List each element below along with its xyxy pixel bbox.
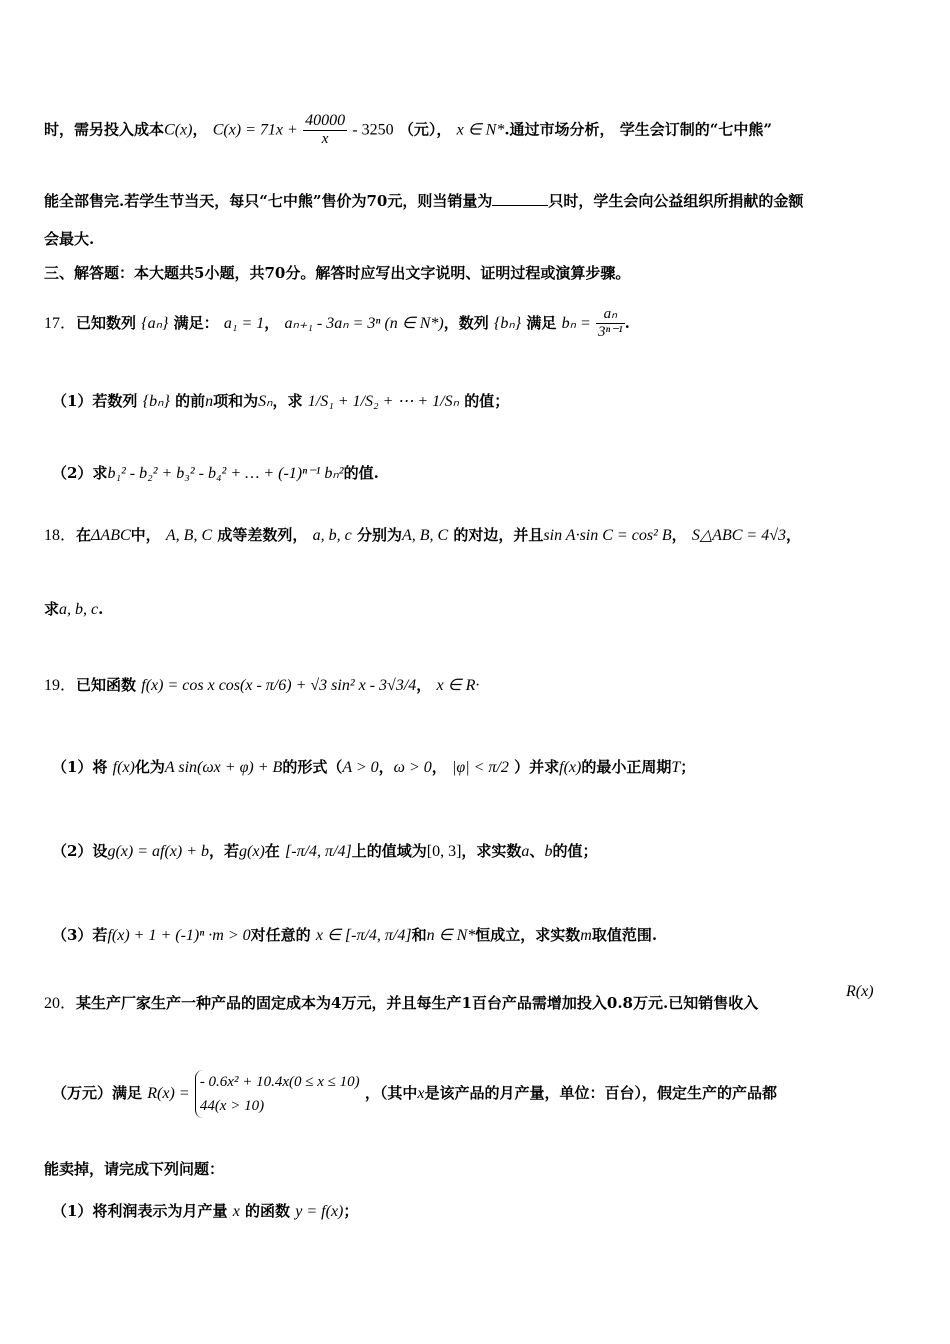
question-20-revenue bbox=[52, 1070, 777, 1118]
triangle: ΔABC bbox=[91, 527, 131, 544]
question-20 bbox=[44, 990, 758, 1013]
question-19 bbox=[44, 672, 479, 695]
piecewise-brace bbox=[195, 1070, 360, 1118]
function-g: g(x) = af(x) + b bbox=[107, 843, 209, 860]
area: S△ABC = 4√3 bbox=[691, 527, 786, 544]
part-label: （1）将 bbox=[52, 758, 108, 776]
n-domain: n ∈ N* bbox=[426, 927, 476, 944]
unit: （元）， bbox=[398, 120, 452, 139]
b-definition-fraction bbox=[596, 306, 625, 342]
question-number: 19． bbox=[44, 677, 77, 694]
text: ，求 bbox=[272, 392, 303, 410]
sequence-b: {bₙ} bbox=[493, 314, 522, 332]
text: 和 bbox=[411, 926, 427, 944]
text: 满足： bbox=[173, 313, 219, 332]
text: ； bbox=[343, 1202, 359, 1220]
revenue-lhs: R(x) = bbox=[147, 1085, 190, 1102]
text: 在 bbox=[264, 842, 280, 860]
question-19-part-1 bbox=[52, 756, 695, 777]
text: 时，需另投入成本 bbox=[44, 120, 165, 139]
partial-sum: Sₙ bbox=[258, 393, 273, 410]
text: 只时，学生会向公益组织所捐献的金额 bbox=[548, 192, 804, 210]
text: 成等差数列， bbox=[217, 526, 308, 544]
part-label: （2）求 bbox=[52, 464, 108, 482]
text: ，若 bbox=[209, 842, 240, 860]
text: ）并求 bbox=[514, 758, 560, 776]
part-label: （3）若 bbox=[52, 926, 108, 944]
text: 满足 bbox=[526, 313, 557, 332]
text: 分别为 bbox=[356, 526, 402, 544]
text: 在 bbox=[76, 526, 92, 544]
question-17-part-1 bbox=[52, 390, 509, 411]
text: 上的值域为 bbox=[351, 842, 427, 860]
fraction-denominator: x bbox=[321, 131, 329, 148]
text: 能全部售完.若学生节当天，每只“七中熊”售价为70元，则当销量为 bbox=[44, 192, 493, 210]
constraint-a: A > 0 bbox=[342, 759, 379, 776]
text: 的最小正周期 bbox=[581, 758, 672, 776]
domain: x ∈ R· bbox=[436, 677, 480, 694]
constraint-phi: |φ| < π/2 bbox=[451, 759, 509, 776]
case-2: 44(x > 10) bbox=[199, 1098, 265, 1114]
sequence-a: {aₙ} bbox=[141, 314, 169, 332]
function: f(x) bbox=[559, 759, 582, 776]
text: 是该产品的月产量，单位：百台），假定生产的产品都 bbox=[424, 1084, 777, 1102]
text: 的值； bbox=[464, 392, 510, 410]
variable-b: b bbox=[544, 843, 553, 860]
variable-x: x bbox=[232, 1203, 240, 1220]
alternating-sum: b₁² - b₂² + b₃² - b₄² + … + (-1)ⁿ⁻¹ bₙ² bbox=[107, 465, 344, 482]
text: 的值. bbox=[343, 464, 379, 482]
question-16-line-2 bbox=[44, 190, 803, 211]
question-19-part-2 bbox=[52, 840, 597, 861]
cost-symbol: C(x) bbox=[164, 121, 193, 139]
domain: x ∈ N* bbox=[456, 121, 505, 139]
revenue-function: R(x) bbox=[846, 983, 874, 1000]
fraction-denominator: 3ⁿ⁻¹ bbox=[598, 324, 623, 341]
question-16-line-3 bbox=[44, 228, 94, 249]
variable-a: a bbox=[521, 843, 530, 860]
text: 的形式（ bbox=[282, 758, 343, 776]
text: 会最大. bbox=[44, 230, 95, 248]
recurrence: aₙ₊₁ - 3aₙ = 3ⁿ (n ∈ N*) bbox=[284, 314, 444, 332]
function-g: g(x) bbox=[239, 843, 265, 860]
period: T bbox=[671, 759, 681, 776]
text: ，求实数 bbox=[461, 842, 522, 860]
constraint-omega: ω > 0 bbox=[393, 759, 432, 776]
text: 能卖掉，请完成下列问题： bbox=[44, 1160, 225, 1178]
angles: A, B, C bbox=[165, 527, 213, 544]
question-20-part-1 bbox=[52, 1200, 358, 1221]
text: 已知数列 bbox=[76, 313, 137, 332]
text: 、 bbox=[529, 842, 545, 860]
variable-m: m bbox=[580, 927, 592, 944]
text: 已知函数 bbox=[76, 676, 137, 694]
question-18-ask bbox=[44, 598, 103, 619]
section-heading: 三、解答题：本大题共5小题，共70分。解答时应写出文字说明、证明过程或演算步骤。 bbox=[44, 264, 631, 282]
function-definition: f(x) = cos x cos(x - π/6) + √3 sin² x - 3√3/4 bbox=[141, 677, 417, 694]
revenue-symbol bbox=[846, 982, 874, 1001]
sides: a, b, c bbox=[59, 601, 99, 618]
function: f(x) bbox=[112, 759, 135, 776]
x-interval: x ∈ [-π/4, π/4] bbox=[315, 927, 412, 944]
question-number: 20． bbox=[44, 995, 77, 1012]
cost-fraction bbox=[303, 112, 347, 149]
text: 恒成立，求实数 bbox=[475, 926, 581, 944]
question-number: 17． bbox=[44, 314, 77, 332]
part-label: （2）设 bbox=[52, 842, 108, 860]
section-title bbox=[44, 262, 630, 283]
text: ； bbox=[680, 758, 696, 776]
part-label: （1）若数列 bbox=[52, 392, 138, 410]
text: 的前 bbox=[175, 392, 206, 410]
text: ， bbox=[671, 526, 687, 544]
text: （万元）满足 bbox=[52, 1084, 143, 1102]
text: ， bbox=[431, 758, 447, 776]
cost-formula-tail: - 3250 bbox=[352, 121, 394, 139]
part-label: （1）将利润表示为月产量 bbox=[52, 1202, 228, 1220]
text: 的对边，并且 bbox=[453, 526, 544, 544]
b-definition-lhs: bₙ = bbox=[561, 314, 591, 332]
cost-formula-lhs: C(x) = 71x + bbox=[212, 121, 298, 139]
question-20-line-3 bbox=[44, 1158, 224, 1179]
reciprocal-sum: 1/S₁ + 1/S₂ + ⋯ + 1/Sₙ bbox=[307, 393, 459, 410]
variable-x: x bbox=[417, 1085, 425, 1102]
condition: sin A·sin C = cos² B bbox=[543, 527, 672, 544]
text: ，数列 bbox=[443, 313, 489, 332]
angles: A, B, C bbox=[401, 527, 449, 544]
question-18 bbox=[44, 522, 801, 545]
profit-function: y = f(x) bbox=[295, 1203, 344, 1220]
question-16-line-1 bbox=[44, 112, 772, 149]
text: 某生产厂家生产一种产品的固定成本为4万元，并且每生产1百台产品需增加投入0.8万元.已知销售收入 bbox=[76, 994, 759, 1012]
sides: a, b, c bbox=[312, 527, 352, 544]
text: 取值范围. bbox=[591, 926, 658, 944]
question-17: 17．已知数列 {aₙ} 满足： a₁ = 1， aₙ₊₁ - 3aₙ = 3ⁿ (n ∈ N*)，数列 {bₙ} 满足 bₙ = $\frac{\text{aₙ}}{\text{3ⁿ⁻¹}}$ . bbox=[44, 306, 630, 341]
question-number: 18． bbox=[44, 527, 77, 544]
text: ， bbox=[378, 758, 394, 776]
text: 的函数 bbox=[245, 1202, 291, 1220]
fraction-numerator: aₙ bbox=[596, 306, 625, 324]
range: [0, 3] bbox=[426, 843, 462, 860]
text: 的值； bbox=[552, 842, 598, 860]
text: 中， bbox=[130, 526, 161, 544]
interval: [-π/4, π/4] bbox=[285, 843, 352, 860]
variable-n: n bbox=[205, 393, 214, 410]
text: ， bbox=[785, 526, 801, 544]
text: 化为 bbox=[134, 758, 165, 776]
answer-blank[interactable] bbox=[492, 205, 548, 206]
text: 对任意的 bbox=[250, 926, 311, 944]
question-17-part-2 bbox=[52, 462, 379, 483]
sequence-b: {bₙ} bbox=[142, 393, 170, 410]
target-form: A sin(ωx + φ) + B bbox=[164, 759, 283, 776]
initial-condition: a₁ = 1 bbox=[223, 314, 265, 332]
inequality: f(x) + 1 + (-1)ⁿ ·m > 0 bbox=[107, 927, 251, 944]
text: 求 bbox=[44, 600, 60, 618]
text: .通过市场分析， 学生会订制的“七中熊” bbox=[504, 120, 773, 139]
fraction-numerator: 40000 bbox=[303, 112, 347, 131]
text: . bbox=[98, 600, 104, 618]
text: ，（其中 bbox=[364, 1084, 418, 1102]
text: 项和为 bbox=[213, 392, 259, 410]
case-1: - 0.6x² + 10.4x(0 ≤ x ≤ 10) bbox=[199, 1074, 360, 1090]
text: ， bbox=[416, 676, 432, 694]
question-19-part-3 bbox=[52, 924, 657, 945]
text: ， bbox=[192, 120, 208, 139]
